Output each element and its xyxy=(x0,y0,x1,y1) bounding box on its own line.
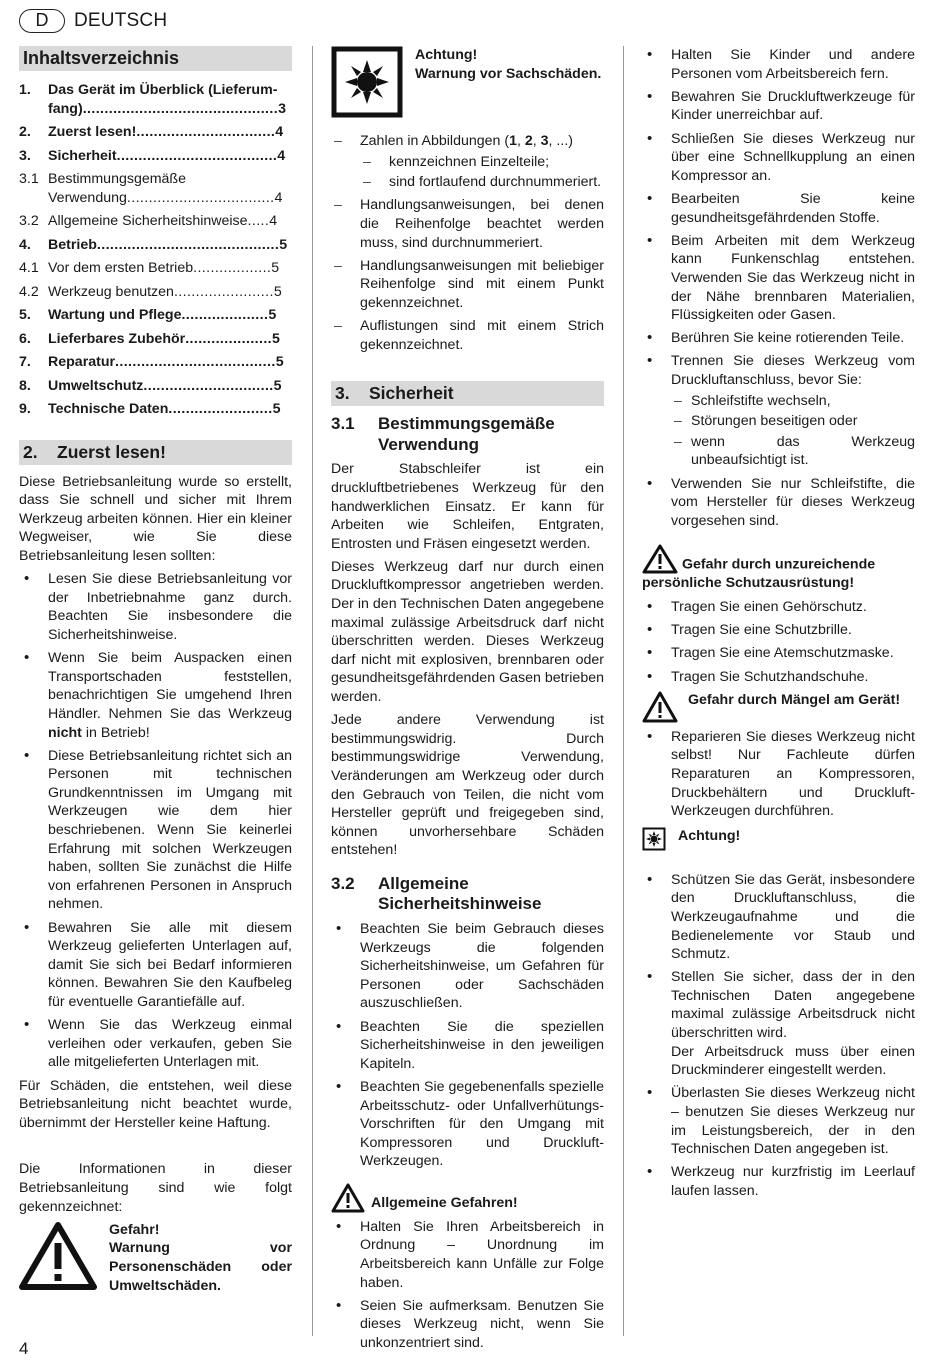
list-item: • Beachten Sie die speziellen Sicherheitshinweise in den jeweiligen Kapiteln. xyxy=(331,1018,604,1074)
list-item: – Schleifstifte wechseln, xyxy=(671,392,915,411)
list-item: • Halten Sie Kinder und andere Personen vom Arbeitsbereich fern. xyxy=(642,46,915,83)
list-item: – sind fortlaufend durchnummeriert. xyxy=(360,173,604,192)
bullet-list xyxy=(642,871,915,1201)
list-item: • Bewahren Sie alle mit diesem Werkzeug gelieferten Unterlagen auf, damit Sie sich bei Bedarf informieren können. Bewahren Sie den Kaufbeleg für eventuelle Garantiefälle auf. xyxy=(19,919,292,1012)
toc-heading: Inhaltsverzeichnis xyxy=(19,46,292,71)
list-item: – Auflistungen sind mit einem Strich gekennzeichnet. xyxy=(331,317,604,354)
bullet-list xyxy=(331,1218,604,1353)
toc-item[interactable]: 3.2 Allgemeine Sicherheitshinweise.....4 xyxy=(19,213,278,230)
toc-item[interactable]: 4.2 Werkzeug benutzen.......................5 xyxy=(19,283,282,300)
language-code-badge: D xyxy=(19,9,65,33)
list-item: • Werkzeug nur kurzfristig im Leerlauf laufen lassen. xyxy=(642,1163,915,1200)
section-heading: 3. Sicherheit xyxy=(331,381,604,406)
bullet-list xyxy=(642,728,915,821)
toc-item[interactable]: 6. Lieferbares Zubehör....................5 xyxy=(19,330,280,347)
paragraph: Der Stabschleifer ist ein druckluftbetriebenes Werkzeug für den handwerklichen Einsatz. Er kann für Arbeiten wie Schleifen, Entgraten, Entrosten und Fräsen eingesetzt werden. xyxy=(331,461,604,552)
subsection-heading: 3.1 Bestimmungsgemäße Verwendung xyxy=(331,414,555,454)
list-item: • Beachten Sie beim Gebrauch dieses Werkzeugs die folgenden Sicherheitshinweise, um Gefahren für Personen oder Sachschäden auszuschließen. xyxy=(331,920,604,1013)
bullet-list xyxy=(331,920,604,1171)
list-item: – wenn das Werkzeug unbeaufsichtigt ist. xyxy=(671,433,915,470)
general-danger-notice: Allgemeine Gefahren! xyxy=(331,1183,604,1213)
column-left xyxy=(19,46,292,1295)
attention-notice xyxy=(331,46,604,118)
paragraph: Für Schäden, die entstehen, weil diese Betriebsanleitung nicht beachtet wurde, übernimmt der Hersteller keine Haftung. xyxy=(19,1077,292,1131)
list-item: • Diese Betriebsanleitung richtet sich an Personen mit technischen Grundkenntnissen im Umgang mit Werkzeugen wie dem hier beschriebenen. Wenn Sie keinerlei Erfahrung mit solchen Werkzeugen haben, sollten Sie zunächst die Hilfe von erfahrenen Personen in Anspruch nehmen. xyxy=(19,747,292,914)
list-item: • Tragen Sie einen Gehörschutz. xyxy=(642,598,915,617)
toc-item[interactable]: 4.1 Vor dem ersten Betrieb..................5 xyxy=(19,260,280,277)
toc-item[interactable]: 8. Umweltschutz..............................5 xyxy=(19,377,282,394)
warning-triangle-icon xyxy=(642,544,678,574)
paragraph: Dieses Werkzeug darf nur durch einen Druckluftkompressor angetrieben werden. Der in den Technischen Daten angegebene maximal zulässige Arbeitsdruck darf nicht überschritten werden. Dieses Werkzeug darf nicht mit explosiven, brennbaren oder gesundheitsgefährdenden Gasen betrieben werden. xyxy=(331,558,604,706)
toc-item[interactable]: 1. Das Gerät im Überblick (Lieferum- fang).............................................3 xyxy=(19,82,286,117)
toc-item[interactable]: 3. Sicherheit.....................................4 xyxy=(19,147,286,164)
warning-triangle-icon xyxy=(642,691,678,723)
warning-triangle-icon xyxy=(19,1221,97,1291)
table-of-contents xyxy=(19,81,292,419)
list-item: • Tragen Sie eine Atemschutzmaske. xyxy=(642,644,915,663)
property-damage-icon xyxy=(331,46,403,118)
defect-warning: Gefahr durch Mängel am Gerät! xyxy=(642,691,915,723)
legend-list xyxy=(331,132,604,354)
property-damage-icon xyxy=(642,827,666,851)
column-right xyxy=(642,46,915,1205)
list-item: – Handlungsanweisungen mit beliebiger Reihenfolge sind mit einem Punkt gekennzeichnet. xyxy=(331,257,604,313)
list-item: • Halten Sie Ihren Arbeitsbereich in Ordnung – Unordnung im Arbeitsbereich kann Unfälle zur Folge haben. xyxy=(331,1218,604,1292)
subsection-heading: 3.2 Allgemeine Sicherheitshinweise xyxy=(331,873,542,914)
list-item: • Stellen Sie sicher, dass der in den Technischen Daten angegebene maximal zulässige Arbeitsdruck nicht überschritten wird. Der Arbeitsdruck muss über einen Druckminderer eingestellt werden. xyxy=(642,968,915,1080)
list-item: • Tragen Sie Schutzhandschuhe. xyxy=(642,668,915,687)
list-item: • Tragen Sie eine Schutzbrille. xyxy=(642,621,915,640)
list-item: • Wenn Sie das Werkzeug einmal verleihen oder verkaufen, geben Sie alle mitgelieferten Unterlagen mit. xyxy=(19,1016,292,1072)
attention-label: Achtung! xyxy=(415,47,478,63)
column-divider xyxy=(623,46,624,1336)
list-item: • Reparieren Sie dieses Werkzeug nicht selbst! Nur Fachleute dürfen Reparaturen an Kompressoren, Druckbehältern und Druckluft-Werkzeugen durchführen. xyxy=(642,728,915,821)
list-item: – kennzeichnen Einzelteile; xyxy=(360,153,604,172)
list-item: • Beim Arbeiten mit dem Werkzeug kann Funkenschlag entstehen. Verwenden Sie das Werkzeug nicht in der Nähe brennbaren Materialien, Flüssigkeiten oder Gasen. xyxy=(642,232,915,325)
paragraph: Jede andere Verwendung ist bestimmungswidrig. Durch bestimmungswidrige Verwendung, Veränderungen am Werkzeug oder durch den Gebrauch von Teilen, die nicht vom Hersteller geprüft und freigegeben sind, können unvorhersehbare Schäden entstehen! xyxy=(331,712,604,859)
column-divider xyxy=(312,46,313,1336)
toc-item[interactable]: 2. Zuerst lesen!................................4 xyxy=(19,124,284,141)
list-item: – Störungen beseitigen oder xyxy=(671,412,915,431)
list-item: • Beachten Sie gegebenenfalls spezielle Arbeitsschutz- oder Unfallverhütungs-Vorschriften für den Umgang mit Kompressoren und Druckluft-Werkzeugen. xyxy=(331,1078,604,1171)
bullet-list xyxy=(642,598,915,686)
list-item: • Schützen Sie das Gerät, insbesondere den Druckluftanschluss, die Werkzeugaufnahme und die Bedienelemente vor Staub und Schmutz. xyxy=(642,871,915,964)
bullet-list xyxy=(642,46,915,530)
toc-item[interactable]: 7. Reparatur.....................................5 xyxy=(19,354,284,371)
list-item: • Überlasten Sie dieses Werkzeug nicht – benutzen Sie dieses Werkzeug nur im Leistungsbereich, der in den Technischen Daten angegeben ist. xyxy=(642,1084,915,1158)
danger-notice xyxy=(19,1221,292,1295)
toc-item[interactable]: 3.1 Bestimmungsgemäße Verwendung..................................4 xyxy=(19,171,283,206)
danger-label: Gefahr! xyxy=(109,1221,160,1238)
attention-text: Warnung vor Sachschäden. xyxy=(415,65,602,82)
list-item: • Schließen Sie dieses Werkzeug nur über eine Schnellkupplung an einen Kompressor an. xyxy=(642,130,915,186)
list-item: • Lesen Sie diese Betriebsanleitung vor der Inbetriebnahme ganz durch. Beachten Sie insbesondere die Sicherheitshinweise. xyxy=(19,570,292,644)
toc-item[interactable]: 9. Technische Daten........................5 xyxy=(19,401,281,417)
language-name: DEUTSCH xyxy=(74,9,168,31)
paragraph: Die Informationen in dieser Betriebsanleitung sind wie folgt gekennzeichnet: xyxy=(19,1161,292,1215)
ppe-warning: Gefahr durch unzureichende persönliche Schutzausrüstung! xyxy=(642,544,915,593)
list-item: – Handlungsanweisungen, bei denen die Reihenfolge beachtet werden muss, sind durchnummeriert. xyxy=(331,196,604,252)
paragraph: Diese Betriebsanleitung wurde so erstellt, dass Sie schnell und sicher mit Ihrem Werkzeug arbeiten können. Hier ein kleiner Wegweiser, wie Sie diese Betriebsanleitung lesen sollten: xyxy=(19,473,292,564)
bullet-list xyxy=(19,570,292,1072)
danger-text: Warnung vor Personenschäden oder Umweltschäden. xyxy=(109,1240,292,1294)
list-item: • Trennen Sie dieses Werkzeug vom Druckluftanschluss, bevor Sie: – Schleifstifte wechseln, – Störungen beseitigen oder – wenn das Werkzeug unbeaufsichtigt ist. xyxy=(642,352,915,470)
warning-triangle-icon xyxy=(331,1183,365,1213)
section-heading: 2. Zuerst lesen! xyxy=(19,440,292,465)
list-item: • Seien Sie aufmerksam. Benutzen Sie dieses Werkzeug nicht, wenn Sie unkonzentriert sind. xyxy=(331,1297,604,1353)
attention-notice: Achtung! xyxy=(642,827,915,851)
list-item: • Verwenden Sie nur Schleifstifte, die vom Hersteller für dieses Werkzeug vorgesehen sind. xyxy=(642,475,915,531)
list-item: – Zahlen in Abbildungen (1, 2, 3, ...) – kennzeichnen Einzelteile; – sind fortlaufend durchnummeriert. xyxy=(331,132,604,192)
toc-item[interactable]: 4. Betrieb..........................................5 xyxy=(19,236,288,253)
column-middle xyxy=(331,46,604,1357)
list-item: • Berühren Sie keine rotierenden Teile. xyxy=(642,329,915,348)
page-header xyxy=(19,9,167,33)
list-item: • Wenn Sie beim Auspacken einen Transportschaden feststellen, benachrichtigen Sie umgehend Ihren Händler. Nehmen Sie das Werkzeug nicht in Betrieb! xyxy=(19,649,292,742)
toc-item[interactable]: 5. Wartung und Pflege....................5 xyxy=(19,307,277,324)
page-number: 4 xyxy=(19,1339,29,1358)
list-item: • Bewahren Sie Druckluftwerkzeuge für Kinder unerreichbar auf. xyxy=(642,88,915,125)
list-item: • Bearbeiten Sie keine gesundheitsgefährdenden Stoffe. xyxy=(642,190,915,227)
